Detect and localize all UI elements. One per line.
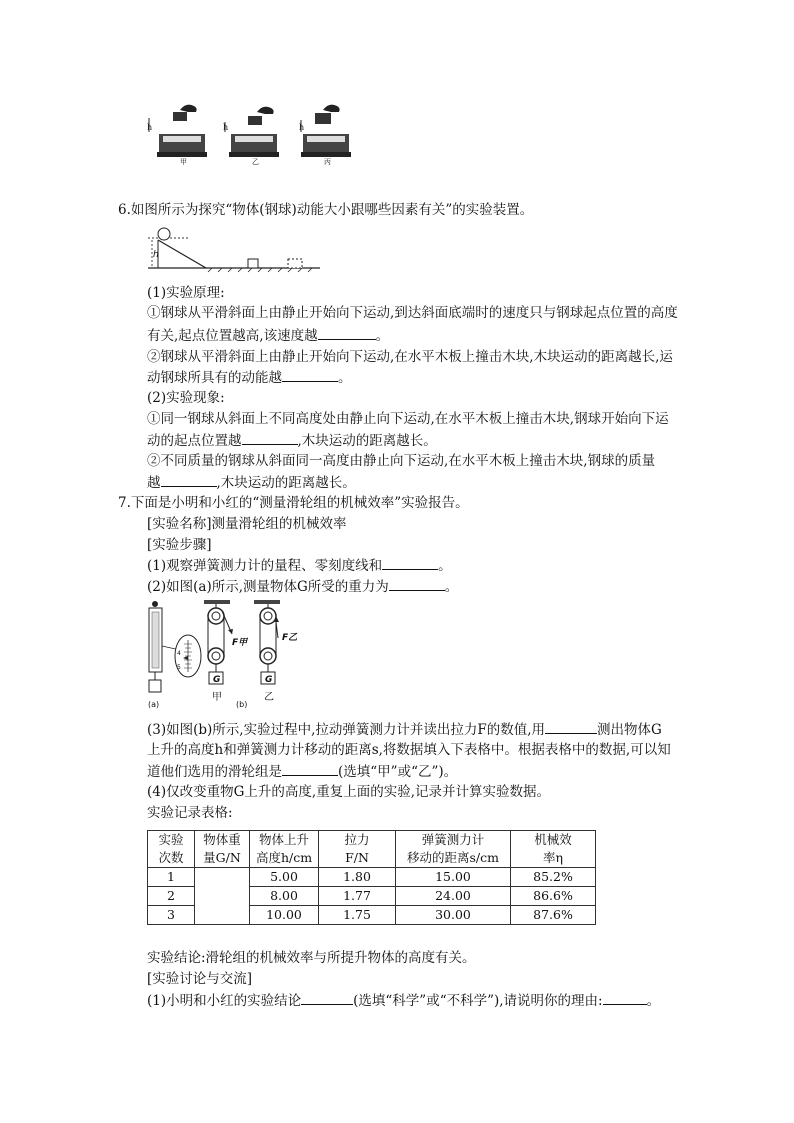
weight-cell-blank[interactable]: [195, 868, 250, 925]
q7-s3-c: [147, 761, 457, 782]
th-distance: 弹簧测力计 移动的距离s/cm: [396, 831, 511, 868]
setup-jia: [147, 105, 207, 157]
q7-d1-text: (1)小明和小红的实验结论: [147, 993, 302, 1009]
q7-s2: [147, 576, 458, 597]
q6-ph1-blank[interactable]: [242, 430, 298, 445]
label-jia: 甲: [180, 158, 187, 166]
q6-ph2-a: ②不同质量的钢球从斜面同一高度由静止向下运动,在水平木板上撞击木块,钢球的质量: [147, 453, 656, 469]
q6-ph1-b-end: ,木块运动的距离越长。: [297, 433, 437, 449]
fig-label-b: (b): [236, 700, 248, 709]
q7-s1: [147, 555, 452, 576]
pulley-yi: [254, 600, 280, 684]
q7-s3-a-end: 测出物体G: [597, 722, 662, 738]
q7-s2-text: (2)如图(a)所示,测量物体G所受的重力为: [147, 579, 389, 595]
fig-f-yi: F乙: [282, 633, 298, 643]
th-trial: 实验 次数: [148, 831, 195, 868]
q7-discussion-title: [实验讨论与交流]: [147, 971, 253, 987]
fig-label-a: (a): [148, 700, 160, 709]
q6-ph1-b: [147, 430, 437, 451]
q7-pulley-figure: [146, 598, 306, 710]
q6-ph2-b: [147, 472, 356, 493]
th-height: 物体上升 高度h/cm: [250, 831, 319, 868]
pulley-jia: [204, 600, 233, 684]
q7-s3-blank-2[interactable]: [282, 761, 338, 776]
q7-s3-a-text: (3)如图(b)所示,实验过程中,拉动弹簧测力计并读出拉力F的数值,用: [147, 722, 546, 738]
fig-f-jia: F甲: [232, 638, 248, 648]
fig-scale-5: 5: [177, 664, 181, 671]
q7-s3-c-end: (选填“甲”或“乙”)。: [338, 764, 458, 780]
q6-p1-blank[interactable]: [318, 325, 376, 340]
q6-h-label: h: [153, 250, 159, 260]
q7-s3-c-text: 道他们选用的滑轮组是: [147, 764, 282, 780]
q6-p1-b: [147, 325, 389, 346]
q6-p2-blank[interactable]: [282, 367, 338, 382]
q6-p2-a: ②钢球从平滑斜面上由静止开始向下运动,在水平木板上撞击木块,木块运动的距离越长,运: [147, 349, 673, 365]
fig-g-jia: G: [213, 675, 221, 685]
q6-ph2-b-end: ,木块运动的距离越长。: [216, 475, 356, 491]
spring-scale: [149, 601, 201, 692]
setup-bing: [299, 105, 351, 157]
fig-yi: 乙: [264, 692, 274, 703]
fig-jia: 甲: [212, 692, 222, 703]
q7-d1: [147, 990, 660, 1011]
table-header-row: [148, 831, 596, 868]
q6-ph2-blank[interactable]: [161, 472, 217, 487]
q6-ph2-b-text: 越: [147, 475, 161, 491]
q6-stem: 6.如图所示为探究“物体(钢球)动能大小跟哪些因素有关”的实验装置。: [118, 202, 534, 218]
record-table: [147, 830, 596, 925]
q6-p1-b-end: 。: [375, 328, 390, 344]
q7-s3-blank-1[interactable]: [545, 719, 597, 734]
q7-s4: (4)仅改变重物G上升的高度,重复上面的实验,记录并计算实验数据。: [147, 784, 550, 800]
q7-s1-text: (1)观察弹簧测力计的量程、零刻度线和: [147, 558, 383, 574]
q6-ph1-b-text: 动的起点位置越: [147, 433, 242, 449]
q7-s2-blank[interactable]: [389, 576, 445, 591]
q7-d1-blank-1[interactable]: [301, 990, 353, 1005]
table-row: 3 10.00 1.75 30.00 87.6%: [148, 906, 596, 925]
q7-d1-mid: (选填“科学”或“不科学”),请说明你的理由:: [353, 993, 603, 1009]
q7-s1-end: 。: [438, 558, 452, 574]
fig-g-yi: G: [265, 675, 273, 685]
th-efficiency: 机械效 率η: [511, 831, 596, 868]
svg-text:h: h: [223, 123, 229, 132]
label-bing: 丙: [324, 158, 331, 166]
q7-d1-blank-2[interactable]: [603, 990, 647, 1005]
svg-text:h: h: [299, 123, 305, 132]
q7-s3-b: 上升的高度h和弹簧测力计移动的距离s,将数据填入下表格中。根据表格中的数据,可以知: [147, 742, 671, 758]
q7-s3-a: [147, 719, 662, 740]
q6-p2-b: [147, 367, 352, 388]
fig-scale-4: 4: [177, 650, 181, 657]
q7-name: [实验名称]测量滑轮组的机械效率: [147, 516, 347, 532]
q6-ph1-a: ①同一钢球从斜面上不同高度处由静止向下运动,在水平木板上撞击木块,钢球开始向下运: [147, 411, 669, 427]
q6-p2-b-end: 。: [338, 370, 352, 386]
svg-text:h: h: [147, 123, 153, 132]
table-row: 1 5.00 1.80 15.00 85.2%: [148, 868, 596, 887]
q7-steps-title: [实验步骤]: [147, 537, 212, 553]
setup-yi: [223, 107, 279, 157]
q7-conclusion: 实验结论:滑轮组的机械效率与所提升物体的高度有关。: [147, 950, 476, 966]
q7-d1-end: 。: [646, 993, 661, 1009]
table-row: 2 8.00 1.77 24.00 86.6%: [148, 887, 596, 906]
q6-incline-figure: [148, 226, 320, 274]
q6-p2-b-text: 动钢球所具有的动能越: [147, 370, 282, 386]
label-yi: 乙: [252, 158, 259, 166]
th-force: 拉力 F/N: [319, 831, 396, 868]
q6-p1-a: ①钢球从平滑斜面上由静止开始向下运动,到达斜面底端时的速度只与钢球起点位置的高度: [147, 305, 678, 321]
q6-principle-title: (1)实验原理:: [147, 285, 225, 301]
th-weight: 物体重 量G/N: [195, 831, 250, 868]
q7-s1-blank[interactable]: [382, 555, 438, 570]
q6-p1-b-text: 有关,起点位置越高,该速度越: [147, 328, 318, 344]
q7-s2-end: 。: [444, 579, 459, 595]
q7-table-title: 实验记录表格:: [147, 805, 233, 821]
q6-phenom-title: (2)实验现象:: [147, 390, 225, 406]
q7-stem: 7.下面是小明和小红的“测量滑轮组的机械效率”实验报告。: [118, 495, 469, 511]
